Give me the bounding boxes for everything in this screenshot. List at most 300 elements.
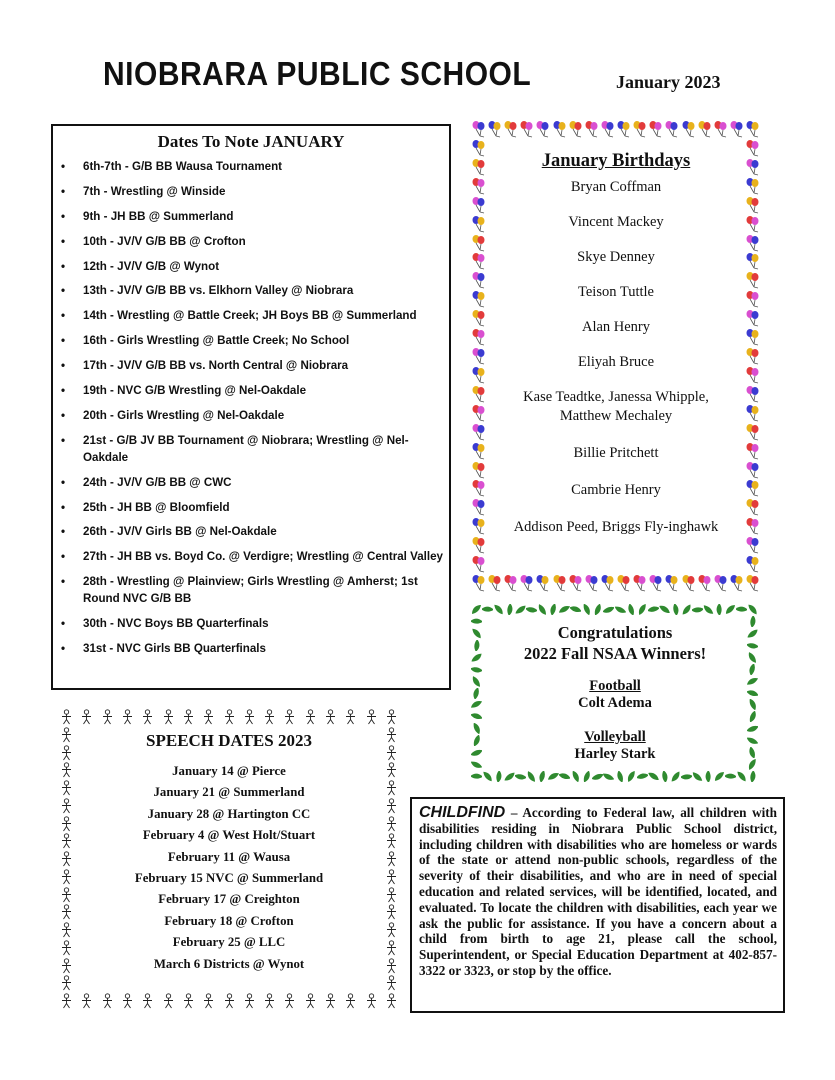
- person-icon: [385, 993, 398, 1009]
- balloon-icon: [471, 498, 487, 516]
- leaf-icon: [747, 664, 758, 675]
- person-icon: [101, 993, 114, 1009]
- leaf-icon: [637, 771, 648, 782]
- balloon-icon: [745, 404, 761, 422]
- congrats-frame: [471, 604, 758, 782]
- speech-date-item: February 25 @ LLC: [172, 935, 286, 950]
- dates-list-text: 9th - JH BB @ Summerland: [83, 209, 234, 223]
- speech-dates-title: SPEECH DATES 2023: [146, 731, 312, 750]
- leaf-icon: [615, 771, 626, 782]
- person-icon: [324, 709, 337, 725]
- speech-date-item: January 28 @ Hartington CC: [147, 806, 311, 821]
- balloon-icon: [535, 574, 551, 592]
- dates-list-item: [61, 233, 449, 250]
- person-icon: [182, 993, 195, 1009]
- congrats-sport: Football: [589, 678, 641, 694]
- dates-list-text: 31st - NVC Girls BB Quarterfinals: [83, 642, 266, 656]
- person-icon: [344, 709, 357, 725]
- leaf-icon: [537, 771, 548, 782]
- birthday-name: Addison Peed, Briggs Fly-inghawk: [513, 519, 719, 535]
- leaf-icon: [626, 771, 637, 782]
- birthdays-frame: [471, 120, 761, 592]
- balloon-icon: [471, 234, 487, 252]
- person-icon: [121, 709, 134, 725]
- leaf-icon: [670, 604, 681, 615]
- speech-date-item: February 17 @ Creighton: [158, 892, 300, 907]
- leaf-icon: [747, 771, 758, 782]
- person-icon: [60, 975, 73, 991]
- leaf-icon: [471, 676, 482, 687]
- balloon-icon: [519, 120, 535, 138]
- leaf-icon: [581, 604, 592, 615]
- balloon-icon: [745, 196, 761, 214]
- balloon-icon: [681, 574, 697, 592]
- leaf-icon: [714, 604, 725, 615]
- balloon-icon: [471, 536, 487, 554]
- dates-list-text: 7th - Wrestling @ Winside: [83, 184, 226, 198]
- leaf-icon: [670, 771, 681, 782]
- dates-list-text: 10th - JV/V G/B BB @ Crofton: [83, 234, 246, 248]
- person-icon: [223, 709, 236, 725]
- person-icon: [385, 922, 398, 938]
- dates-list-text: 25th - JH BB @ Bloomfield: [83, 500, 230, 514]
- balloon-icon: [568, 120, 584, 138]
- balloon-icon: [503, 120, 519, 138]
- person-icon: [385, 798, 398, 814]
- leaf-icon: [471, 759, 482, 770]
- balloon-icon: [632, 574, 648, 592]
- balloon-icon: [697, 574, 713, 592]
- bullet-icon: •: [61, 184, 66, 198]
- person-icon: [101, 709, 114, 725]
- dates-list-item: [61, 432, 449, 466]
- leaf-icon: [747, 699, 758, 710]
- dates-to-note-list: [53, 158, 449, 657]
- speech-date-item: February 11 @ Wausa: [167, 849, 291, 864]
- balloon-icon: [745, 139, 761, 157]
- leaf-icon: [559, 771, 570, 782]
- dates-to-note-box: [51, 124, 451, 690]
- balloon-icon: [471, 177, 487, 195]
- leaf-icon: [471, 747, 482, 758]
- dates-list-text: 13th - JV/V G/B BB vs. Elkhorn Valley @ Niobrara: [83, 284, 354, 298]
- person-icon: [385, 745, 398, 761]
- congrats-sport: Volleyball: [584, 729, 646, 745]
- leaf-icon: [570, 771, 581, 782]
- speech-date-item: February 18 @ Crofton: [164, 913, 294, 928]
- balloon-icon: [745, 517, 761, 535]
- leaf-icon: [493, 604, 504, 615]
- birthday-name: Vincent Mackey: [568, 214, 664, 230]
- balloon-icon: [519, 574, 535, 592]
- dates-list-item: [61, 474, 449, 491]
- balloon-icon: [745, 309, 761, 327]
- balloon-icon: [745, 177, 761, 195]
- person-icon: [263, 709, 276, 725]
- balloon-icon: [713, 574, 729, 592]
- person-icon: [344, 993, 357, 1009]
- dates-list-item: [61, 523, 449, 540]
- dates-list-item: [61, 332, 449, 349]
- leaf-icon: [471, 699, 482, 710]
- person-icon: [202, 709, 215, 725]
- bullet-icon: •: [61, 500, 66, 514]
- leaf-icon: [471, 771, 482, 782]
- dates-list-item: [61, 282, 449, 299]
- person-icon: [60, 762, 73, 778]
- leaf-icon: [747, 735, 758, 746]
- bullet-icon: •: [61, 160, 66, 173]
- balloon-icon: [600, 574, 616, 592]
- person-icon: [60, 904, 73, 920]
- person-icon: [60, 993, 73, 1009]
- person-icon: [60, 869, 73, 885]
- dates-list-text: 27th - JH BB vs. Boyd Co. @ Verdigre; Wrestling @ Central Valley: [83, 550, 443, 564]
- leaf-icon: [648, 771, 659, 782]
- leaf-icon: [592, 604, 603, 615]
- balloon-icon: [745, 423, 761, 441]
- leaf-icon: [493, 771, 504, 782]
- leaf-icon: [725, 771, 736, 782]
- dates-list-text: 19th - NVC G/B Wrestling @ Nel-Oakdale: [83, 384, 307, 398]
- balloon-icon: [745, 461, 761, 479]
- balloon-icon: [745, 385, 761, 403]
- birthday-name: Alan Henry: [581, 319, 651, 335]
- balloon-icon: [745, 498, 761, 516]
- leaf-icon: [659, 604, 670, 615]
- bullet-icon: •: [61, 309, 66, 323]
- leaf-icon: [526, 771, 537, 782]
- balloon-icon: [471, 517, 487, 535]
- person-icon: [60, 798, 73, 814]
- congrats-winner: Colt Adema: [578, 695, 652, 711]
- person-icon: [60, 745, 73, 761]
- leaf-icon: [747, 652, 758, 663]
- congrats-content: [489, 622, 741, 763]
- balloon-icon: [616, 120, 632, 138]
- leaf-icon: [725, 604, 736, 615]
- leaf-icon: [548, 771, 559, 782]
- person-icon: [385, 975, 398, 991]
- person-icon: [60, 940, 73, 956]
- person-icon: [385, 727, 398, 743]
- person-icon: [243, 993, 256, 1009]
- leaf-icon: [471, 735, 482, 746]
- dates-list-item: [61, 208, 449, 225]
- leaf-icon: [592, 771, 603, 782]
- dates-list-item: [61, 407, 449, 424]
- balloon-icon: [471, 196, 487, 214]
- balloon-icon: [471, 385, 487, 403]
- balloon-icon: [471, 290, 487, 308]
- balloon-icon: [745, 366, 761, 384]
- bullet-icon: •: [61, 617, 66, 631]
- dates-list-item: [61, 307, 449, 324]
- leaf-icon: [692, 604, 703, 615]
- balloon-icon: [745, 120, 761, 138]
- balloon-icon: [745, 574, 761, 592]
- balloon-icon: [552, 120, 568, 138]
- leaf-icon: [482, 604, 493, 615]
- bullet-icon: •: [61, 359, 66, 373]
- balloon-icon: [471, 423, 487, 441]
- dates-list-text: 20th - Girls Wrestling @ Nel-Oakdale: [83, 408, 285, 422]
- person-icon: [60, 816, 73, 832]
- dates-list-item: [61, 573, 449, 607]
- person-icon: [385, 851, 398, 867]
- person-icon: [243, 709, 256, 725]
- birthday-name: Kase Teadtke, Janessa Whipple, Matthew Mechaley: [523, 389, 709, 424]
- person-icon: [283, 709, 296, 725]
- person-icon: [141, 993, 154, 1009]
- speech-date-item: January 21 @ Summerland: [153, 785, 305, 800]
- person-icon: [385, 780, 398, 796]
- balloon-icon: [745, 234, 761, 252]
- balloon-icon: [584, 120, 600, 138]
- leaf-icon: [471, 616, 482, 627]
- person-icon: [80, 993, 93, 1009]
- leaf-icon: [703, 771, 714, 782]
- balloon-icon: [471, 309, 487, 327]
- bullet-icon: •: [61, 433, 66, 447]
- balloon-icon: [745, 215, 761, 233]
- person-icon: [162, 709, 175, 725]
- dates-list-text: 14th - Wrestling @ Battle Creek; JH Boys BB @ Summerland: [83, 309, 417, 323]
- balloon-icon: [471, 555, 487, 573]
- leaf-icon: [504, 771, 515, 782]
- balloon-icon: [664, 120, 680, 138]
- person-icon: [141, 709, 154, 725]
- person-icon: [385, 940, 398, 956]
- leaf-icon: [548, 604, 559, 615]
- congrats-subheading: 2022 Fall NSAA Winners!: [523, 644, 707, 663]
- balloon-icon: [535, 120, 551, 138]
- balloon-icon: [471, 442, 487, 460]
- bullet-icon: •: [61, 284, 66, 298]
- balloon-icon: [568, 574, 584, 592]
- person-icon: [365, 709, 378, 725]
- leaf-icon: [526, 604, 537, 615]
- balloon-icon: [745, 479, 761, 497]
- leaf-icon: [504, 604, 515, 615]
- balloon-icon: [471, 479, 487, 497]
- balloon-icon: [713, 120, 729, 138]
- bullet-icon: •: [61, 408, 66, 422]
- balloon-icon: [745, 252, 761, 270]
- person-icon: [60, 887, 73, 903]
- leaf-icon: [747, 616, 758, 627]
- childfind-heading: CHILDFIND: [419, 804, 506, 821]
- leaf-icon: [747, 604, 758, 615]
- leaf-icon: [570, 604, 581, 615]
- bullet-icon: •: [61, 575, 66, 589]
- dates-list-text: 28th - Wrestling @ Plainview; Girls Wrestling @ Amherst; 1st Round NVC G/B BB: [83, 575, 418, 606]
- birthday-name: Skye Denney: [577, 249, 655, 265]
- bullet-icon: •: [61, 384, 66, 398]
- balloon-icon: [729, 120, 745, 138]
- person-icon: [60, 780, 73, 796]
- dates-list-text: 26th - JV/V Girls BB @ Nel-Oakdale: [83, 525, 277, 539]
- balloon-icon: [648, 574, 664, 592]
- balloon-icon: [471, 404, 487, 422]
- person-icon: [385, 869, 398, 885]
- balloon-icon: [632, 120, 648, 138]
- birthday-name: Bryan Coffman: [570, 179, 662, 195]
- balloon-icon: [745, 158, 761, 176]
- leaf-icon: [471, 628, 482, 639]
- childfind-body: – According to Federal law, all children with disabilities residing in Niobrara Public School district, including children with disabilities who are homeless or wards of the state or attend non-public schools, regardless of the severity of their disabilities, and who are in need of special education and related services, will be identified, located, and evaluated. To locate the children with disabilities, each year we ask the public for assistance. If you have a concern about a child from birth to age 21, please call the school, Superintendent, or Special Education Department at 402-857-3322 or 3323, or stop by the office.: [419, 805, 777, 978]
- balloon-icon: [745, 290, 761, 308]
- balloon-icon: [664, 574, 680, 592]
- bullet-icon: •: [61, 550, 66, 564]
- leaf-icon: [747, 688, 758, 699]
- person-icon: [182, 709, 195, 725]
- leaf-icon: [637, 604, 648, 615]
- dates-list-item: [61, 357, 449, 374]
- leaf-icon: [681, 771, 692, 782]
- balloon-icon: [552, 574, 568, 592]
- leaf-icon: [626, 604, 637, 615]
- leaf-icon: [692, 771, 703, 782]
- dates-list-item: [61, 499, 449, 516]
- dates-list-item: [61, 183, 449, 200]
- leaf-icon: [471, 664, 482, 675]
- balloon-icon: [745, 347, 761, 365]
- person-icon: [304, 993, 317, 1009]
- dates-list-item: [61, 258, 449, 275]
- speech-dates-content: [88, 731, 370, 975]
- birthday-name: Billie Pritchett: [573, 445, 659, 461]
- leaf-icon: [581, 771, 592, 782]
- leaf-icon: [681, 604, 692, 615]
- person-icon: [60, 851, 73, 867]
- birthday-names: [501, 178, 731, 537]
- balloon-icon: [745, 328, 761, 346]
- childfind-notice: [410, 797, 785, 1013]
- speech-dates-frame: [60, 709, 398, 1009]
- balloon-icon: [745, 442, 761, 460]
- leaf-icon: [471, 652, 482, 663]
- person-icon: [385, 904, 398, 920]
- congrats-winner: Harley Stark: [574, 746, 656, 762]
- leaf-icon: [471, 711, 482, 722]
- leaf-icon: [471, 688, 482, 699]
- leaf-icon: [736, 604, 747, 615]
- congrats-heading: Congratulations: [557, 623, 673, 642]
- person-icon: [80, 709, 93, 725]
- balloon-icon: [487, 574, 503, 592]
- balloon-icon: [697, 120, 713, 138]
- leaf-icon: [747, 711, 758, 722]
- leaf-icon: [714, 771, 725, 782]
- dates-list-text: 17th - JV/V G/B BB vs. North Central @ Niobrara: [83, 359, 349, 373]
- speech-date-item: February 15 NVC @ Summerland: [134, 871, 324, 886]
- person-icon: [283, 993, 296, 1009]
- person-icon: [263, 993, 276, 1009]
- person-icon: [60, 709, 73, 725]
- leaf-icon: [747, 676, 758, 687]
- leaf-icon: [648, 604, 659, 615]
- leaf-icon: [603, 771, 614, 782]
- bullet-icon: •: [61, 475, 66, 489]
- newsletter-date: January 2023: [616, 72, 721, 92]
- person-icon: [365, 993, 378, 1009]
- person-icon: [162, 993, 175, 1009]
- person-icon: [385, 958, 398, 974]
- birthdays-content: [501, 148, 731, 568]
- dates-list-item: [61, 615, 449, 632]
- leaf-icon: [747, 640, 758, 651]
- bullet-icon: •: [61, 525, 66, 539]
- balloon-icon: [471, 366, 487, 384]
- person-icon: [385, 833, 398, 849]
- speech-date-item: January 14 @ Pierce: [172, 764, 286, 778]
- birthday-name: Eliyah Bruce: [577, 354, 655, 370]
- dates-list-item: [61, 640, 449, 657]
- balloon-icon: [471, 158, 487, 176]
- person-icon: [324, 993, 337, 1009]
- balloon-icon: [745, 271, 761, 289]
- dates-list-text: 16th - Girls Wrestling @ Battle Creek; No School: [83, 334, 350, 348]
- dates-list-text: 30th - NVC Boys BB Quarterfinals: [83, 617, 269, 631]
- leaf-icon: [471, 723, 482, 734]
- person-icon: [385, 762, 398, 778]
- bullet-icon: •: [61, 259, 66, 273]
- dates-list-item: [61, 548, 449, 565]
- leaf-icon: [471, 604, 482, 615]
- balloon-icon: [471, 347, 487, 365]
- leaf-icon: [747, 628, 758, 639]
- bullet-icon: •: [61, 334, 66, 348]
- balloon-icon: [584, 574, 600, 592]
- leaf-icon: [603, 604, 614, 615]
- speech-date-item: February 4 @ West Holt/Stuart: [142, 828, 316, 843]
- birthday-name: Teison Tuttle: [578, 284, 654, 300]
- birthdays-title: January Birthdays: [541, 151, 691, 171]
- leaf-icon: [482, 771, 493, 782]
- balloon-icon: [616, 574, 632, 592]
- leaf-icon: [703, 604, 714, 615]
- speech-dates-list: [88, 761, 370, 975]
- person-icon: [60, 833, 73, 849]
- dates-to-note-title: Dates To Note JANUARY: [157, 132, 345, 151]
- dates-list-text: 12th - JV/V G/B @ Wynot: [83, 259, 220, 273]
- balloon-icon: [471, 215, 487, 233]
- dates-list-item: [61, 382, 449, 399]
- balloon-icon: [471, 271, 487, 289]
- leaf-icon: [736, 771, 747, 782]
- leaf-icon: [615, 604, 626, 615]
- balloon-icon: [471, 252, 487, 270]
- page-title: NIOBRARA PUBLIC SCHOOL: [103, 56, 532, 93]
- dates-list-text: 21st - G/B JV BB Tournament @ Niobrara; Wrestling @ Nel-Oakdale: [83, 433, 409, 464]
- balloon-icon: [471, 574, 487, 592]
- person-icon: [385, 816, 398, 832]
- person-icon: [60, 922, 73, 938]
- leaf-icon: [747, 747, 758, 758]
- balloon-icon: [471, 139, 487, 157]
- balloon-icon: [600, 120, 616, 138]
- bullet-icon: •: [61, 234, 66, 248]
- person-icon: [60, 727, 73, 743]
- leaf-icon: [515, 771, 526, 782]
- leaf-icon: [471, 640, 482, 651]
- birthday-name: Cambrie Henry: [571, 482, 661, 498]
- speech-date-item: March 6 Districts @ Wynot: [153, 956, 305, 971]
- balloon-icon: [729, 574, 745, 592]
- person-icon: [223, 993, 236, 1009]
- person-icon: [385, 887, 398, 903]
